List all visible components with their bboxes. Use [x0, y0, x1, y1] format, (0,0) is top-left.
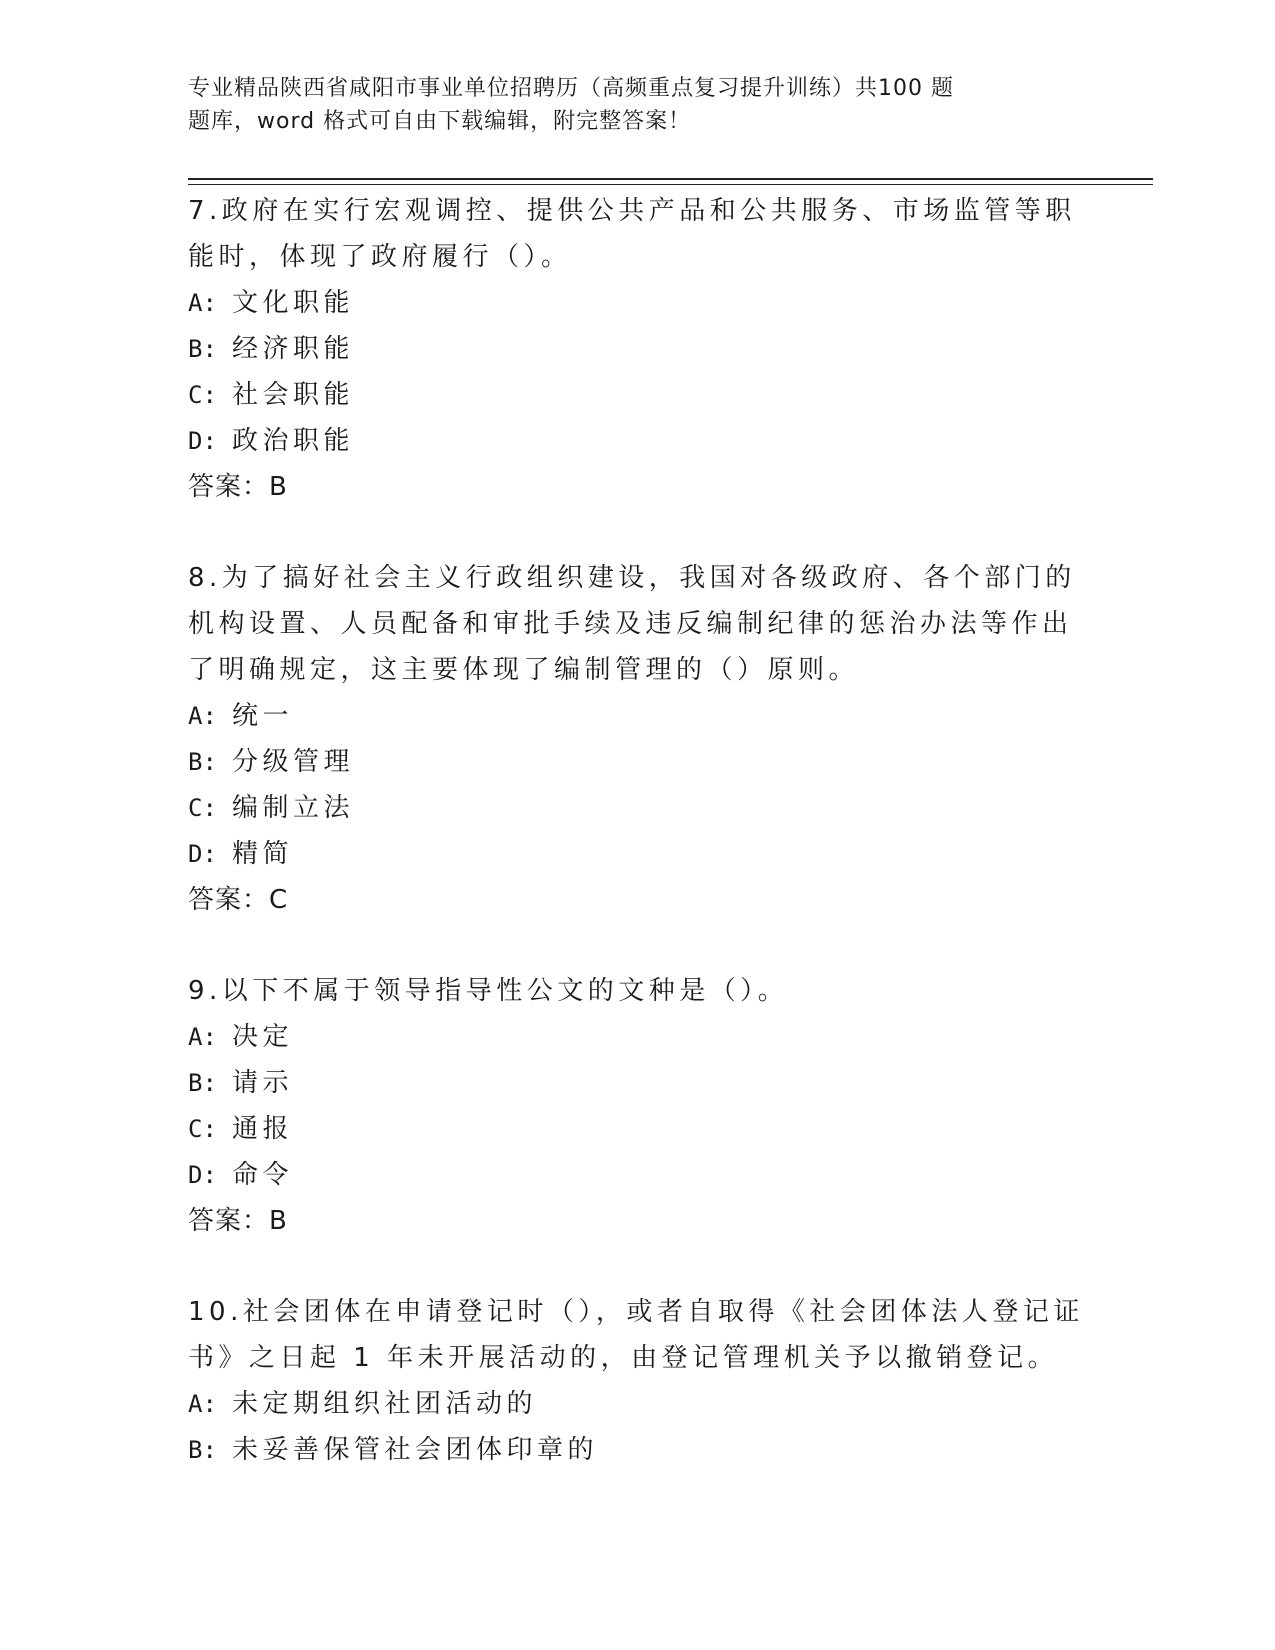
option-letter: B:: [188, 1069, 217, 1097]
option-letter: A:: [188, 1390, 217, 1418]
option-b: [188, 739, 1088, 785]
answer-label: 答案：: [188, 1206, 270, 1236]
option-d: [188, 1152, 1088, 1198]
option-text: 未定期组织社团活动的: [232, 1389, 538, 1419]
question-8: [188, 555, 1088, 923]
option-b: [188, 1427, 1088, 1473]
answer-value: B: [269, 472, 288, 502]
option-text: 编制立法: [232, 793, 355, 823]
option-letter: D:: [188, 427, 217, 455]
option-letter: B:: [188, 1436, 217, 1464]
option-text: 通报: [232, 1114, 294, 1144]
option-text: 未妥善保管社会团体印章的: [232, 1435, 599, 1465]
answer-line: [188, 464, 1088, 510]
option-letter: A:: [188, 289, 217, 317]
option-a: [188, 693, 1088, 739]
option-c: [188, 1106, 1088, 1152]
answer-label: 答案：: [188, 472, 270, 502]
option-text: 决定: [232, 1022, 294, 1052]
option-text: 经济职能: [232, 334, 355, 364]
header-line-2: 题库，word 格式可自由下载编辑，附完整答案！: [188, 109, 692, 134]
option-letter: B:: [188, 748, 217, 776]
document-header: [188, 72, 1028, 138]
question-10: [188, 1289, 1088, 1473]
option-letter: A:: [188, 702, 217, 730]
option-letter: C:: [188, 381, 217, 409]
option-a: [188, 1381, 1088, 1427]
option-text: 统一: [232, 701, 294, 731]
option-letter: C:: [188, 794, 217, 822]
answer-label: 答案：: [188, 885, 270, 915]
option-d: [188, 831, 1088, 877]
question-text: 8.为了搞好社会主义行政组织建设，我国对各级政府、各个部门的机构设置、人员配备和审批手续及违反编制纪律的惩治办法等作出了明确规定，这主要体现了编制管理的（）原则。: [188, 563, 1076, 685]
question-text: 9.以下不属于领导指导性公文的文种是（）。: [188, 976, 789, 1006]
option-letter: B:: [188, 335, 217, 363]
question-7: [188, 188, 1088, 510]
option-text: 政治职能: [232, 426, 355, 456]
option-text: 文化职能: [232, 288, 355, 318]
option-letter: C:: [188, 1115, 217, 1143]
answer-value: B: [269, 1206, 288, 1236]
option-text: 命令: [232, 1160, 294, 1190]
answer-line: [188, 1198, 1088, 1244]
option-letter: D:: [188, 840, 217, 868]
option-b: [188, 1060, 1088, 1106]
option-text: 精简: [232, 839, 294, 869]
option-d: [188, 418, 1088, 464]
question-9: [188, 968, 1088, 1244]
option-letter: A:: [188, 1023, 217, 1051]
answer-value: C: [269, 885, 289, 915]
option-text: 分级管理: [232, 747, 355, 777]
option-text: 社会职能: [232, 380, 355, 410]
header-line-1: 专业精品陕西省咸阳市事业单位招聘历（高频重点复习提升训练）共100 题: [188, 76, 954, 101]
option-a: [188, 280, 1088, 326]
question-list: [188, 188, 1088, 1518]
question-text: 10.社会团体在申请登记时（），或者自取得《社会团体法人登记证书》之日起 1 年未开展活动的，由登记管理机关予以撤销登记。: [188, 1297, 1084, 1373]
option-letter: D:: [188, 1161, 217, 1189]
option-a: [188, 1014, 1088, 1060]
header-divider-thin: [188, 184, 1153, 185]
option-text: 请示: [232, 1068, 294, 1098]
option-b: [188, 326, 1088, 372]
option-c: [188, 785, 1088, 831]
answer-line: [188, 877, 1088, 923]
option-c: [188, 372, 1088, 418]
question-text: 7.政府在实行宏观调控、提供公共产品和公共服务、市场监管等职能时，体现了政府履行（）。: [188, 196, 1076, 272]
header-divider-thick: [188, 178, 1153, 180]
